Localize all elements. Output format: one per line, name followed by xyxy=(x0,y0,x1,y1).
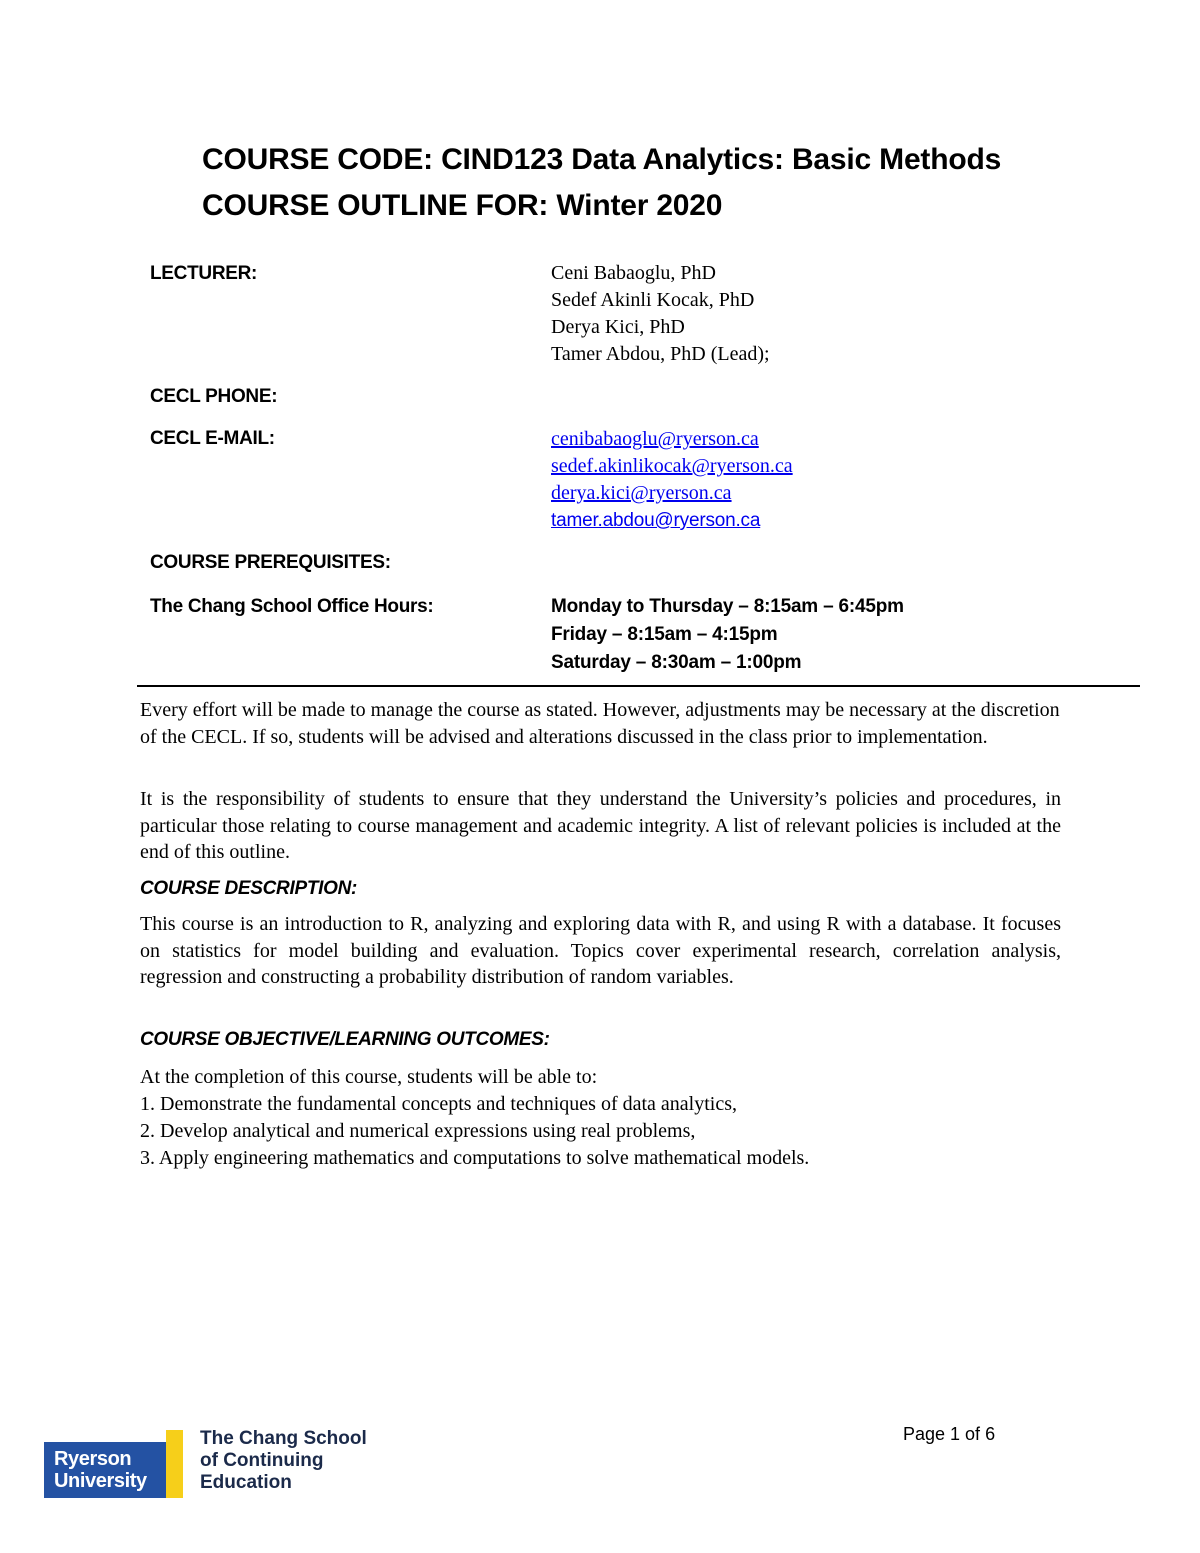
school-name-line: of Continuing xyxy=(200,1450,324,1471)
email-link[interactable]: sedef.akinlikocak@ryerson.ca xyxy=(551,455,793,477)
email-link[interactable]: derya.kici@ryerson.ca xyxy=(551,482,732,504)
course-description-text: This course is an introduction to R, analyzing and exploring data with R, and using R with a database. It focuses on statistics for model building and evaluation. Topics cover experimental research, correlation analysis, regression and constructing a probability distribution of random variables. xyxy=(140,913,1061,989)
logo-text-line: Ryerson xyxy=(54,1448,132,1470)
learning-outcomes-heading: COURSE OBJECTIVE/LEARNING OUTCOMES: xyxy=(140,1029,550,1050)
office-hours-line: Friday – 8:15am – 4:15pm xyxy=(551,624,778,645)
lecturer-name: Sedef Akinli Kocak, PhD xyxy=(551,289,755,311)
phone-label: CECL PHONE: xyxy=(150,386,278,407)
prerequisites-label: COURSE PREREQUISITES: xyxy=(150,552,391,573)
office-hours-line: Monday to Thursday – 8:15am – 6:45pm xyxy=(551,596,904,617)
lecturer-name: Ceni Babaoglu, PhD xyxy=(551,262,716,284)
outcome-item: 1. Demonstrate the fundamental concepts and techniques of data analytics, xyxy=(140,1093,738,1115)
course-code-title: COURSE CODE: CIND123 Data Analytics: Basic Methods xyxy=(202,143,1002,176)
chang-school-name xyxy=(200,1428,367,1494)
page-number: Page 1 of 6 xyxy=(903,1424,996,1444)
outcomes-intro: At the completion of this course, students will be able to: xyxy=(140,1066,598,1088)
office-hours-line: Saturday – 8:30am – 1:00pm xyxy=(551,652,802,673)
policy-paragraph: It is the responsibility of students to ensure that they understand the University’s policies and procedures, in particular those relating to course management and academic integrity. A list of relevant policies is included at the end of this outline. xyxy=(140,788,1061,864)
logo-text-line: University xyxy=(54,1470,147,1492)
email-label: CECL E-MAIL: xyxy=(150,428,275,449)
lecturer-name: Tamer Abdou, PhD (Lead); xyxy=(551,343,770,365)
lecturer-label: LECTURER: xyxy=(150,263,258,284)
ryerson-logo xyxy=(44,1442,169,1498)
course-description-heading: COURSE DESCRIPTION: xyxy=(140,878,358,899)
outcome-item: 2. Develop analytical and numerical expressions using real problems, xyxy=(140,1120,696,1142)
lecturer-name: Derya Kici, PhD xyxy=(551,316,685,338)
email-link[interactable]: tamer.abdou@ryerson.ca xyxy=(551,510,761,531)
course-outline-title: COURSE OUTLINE FOR: Winter 2020 xyxy=(202,189,723,222)
section-divider xyxy=(137,685,1140,687)
email-link[interactable]: cenibabaoglu@ryerson.ca xyxy=(551,428,759,450)
outcome-item: 3. Apply engineering mathematics and computations to solve mathematical models. xyxy=(140,1147,810,1169)
office-hours-label: The Chang School Office Hours: xyxy=(150,596,434,617)
disclaimer-paragraph: Every effort will be made to manage the course as stated. However, adjustments may be necessary at the discretion of the CECL. If so, students will be advised and alterations discussed in the class prior to implementation. xyxy=(140,699,1060,748)
logo-accent-bar xyxy=(166,1430,183,1498)
school-name-line: Education xyxy=(200,1472,292,1493)
school-name-line: The Chang School xyxy=(200,1428,367,1449)
